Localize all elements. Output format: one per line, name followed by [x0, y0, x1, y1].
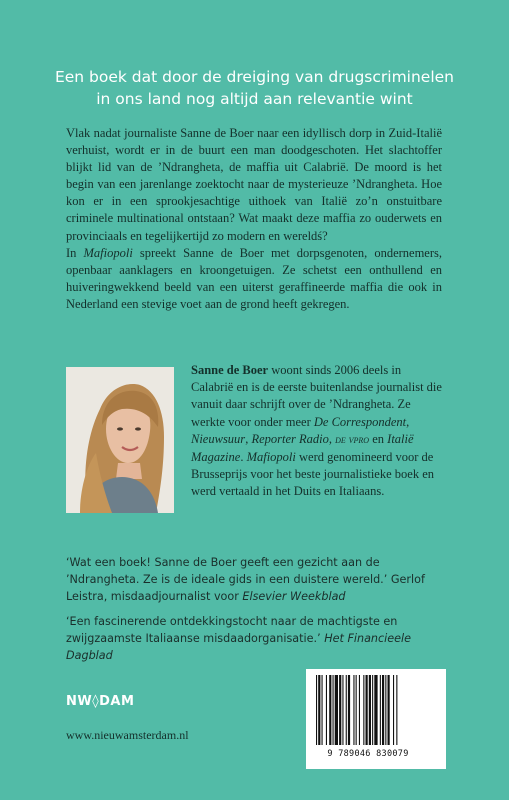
blurb-paragraph-1: Vlak nadat journaliste Sanne de Boer naar een idyllisch dorp in Zuid-Italië verhuist, wordt er in de buurt een man doodgeschoten. Het slachtoffer blijkt lid van de ’Ndrangheta, de maffia uit Calabrië. De moord is het begin van een jarenlange zoektocht naar de mysterieuze ’Ndrangheta. Hoe kon er in een sprookjesachtige uithoek van Italië zo’n onstuitbare criminele multinational ontstaan? Wat maakt deze maffia zo ouderwets en provinciaals en tegelijkertijd zo modern en wereldś?: [66, 126, 442, 243]
media-reporter-radio: Reporter Radio: [251, 431, 329, 446]
quote-1-body: ‘Wat een boek! Sanne de Boer geeft een gezicht aan de ’Ndrangheta. Ze is de ideale gids in een duistere wereld.’: [66, 556, 388, 586]
bio-sep-4: en: [369, 431, 388, 446]
bio-sep-5: .: [240, 450, 247, 465]
bio-sep-2: ,: [245, 431, 252, 446]
isbn-number: 9 789046 830079: [327, 749, 409, 759]
barcode: [306, 669, 446, 769]
quote-2-publication: Het Financieele Dagblad: [66, 632, 412, 662]
author-photo: [66, 367, 174, 513]
review-quote-1: [66, 554, 446, 605]
media-italie-magazine: Italië Magazine: [191, 431, 414, 465]
author-bio-text: [191, 362, 444, 501]
tagline-line-2: in ons land nog altijd aan relevantie wint: [96, 90, 413, 108]
book-title-bio: Mafiopoli: [246, 450, 296, 465]
publisher-url: www.nieuwamsterdam.nl: [66, 728, 189, 742]
blurb-p2-rest: spreekt Sanne de Boer met dorpsgenoten, ondernemers, openbaar aanklagers en kroongetuigen. Ze schetst een onthullend en huiveringwekkend beeld van een uiterst geraffineerde maffia die ook in Nederland een stevige voet aan de grond heeft gekregen.: [66, 245, 442, 311]
media-de-correspondent: De Correspondent: [313, 414, 407, 429]
review-quote-2: [66, 613, 446, 664]
author-portrait-illustration: [66, 367, 174, 513]
bio-sep-1: ,: [406, 414, 410, 429]
bio-sep-3: ,: [328, 431, 336, 446]
review-quote-2-text: [66, 613, 446, 664]
author-name: Sanne de Boer: [191, 363, 269, 377]
bio-text-2: werd genomineerd voor de Brusseprijs voor het beste journalistieke boek en werd vertaald in het Duits en Italiaans.: [191, 450, 434, 499]
media-vpro: de vpro: [335, 433, 370, 446]
blurb-paragraph-2: [66, 245, 442, 313]
tagline: [30, 66, 479, 110]
quote-2-body: ‘Een fascinerende ontdekkingstocht naar de machtigste en zwijgzaamste Italiaanse misdaadorganisatie.’: [66, 615, 398, 645]
review-quote-1-text: [66, 554, 446, 605]
barcode-bars: [316, 675, 436, 747]
quote-1-publication: Elsevier Weekblad: [242, 590, 346, 603]
media-nieuwsuur: Nieuwsuur: [191, 431, 246, 446]
publisher-logo: NW◊DAM: [66, 694, 135, 709]
author-bio: [191, 362, 444, 501]
tagline-line-1: Een boek dat door de dreiging van drugscriminelen: [54, 68, 455, 86]
blurb: [66, 125, 442, 313]
blurb-p2-intro: In: [66, 245, 84, 260]
bio-text-1: woont sinds 2006 deels in Calabrië en is de eerste buitenlandse journalist die vanuit daar schrijft over de ’Ndrangheta. Ze werkte voor onder meer: [191, 363, 442, 429]
book-title: Mafiopoli: [83, 245, 133, 260]
quote-1-source: Gerlof Leistra, misdaadjournalist voor: [66, 573, 425, 603]
